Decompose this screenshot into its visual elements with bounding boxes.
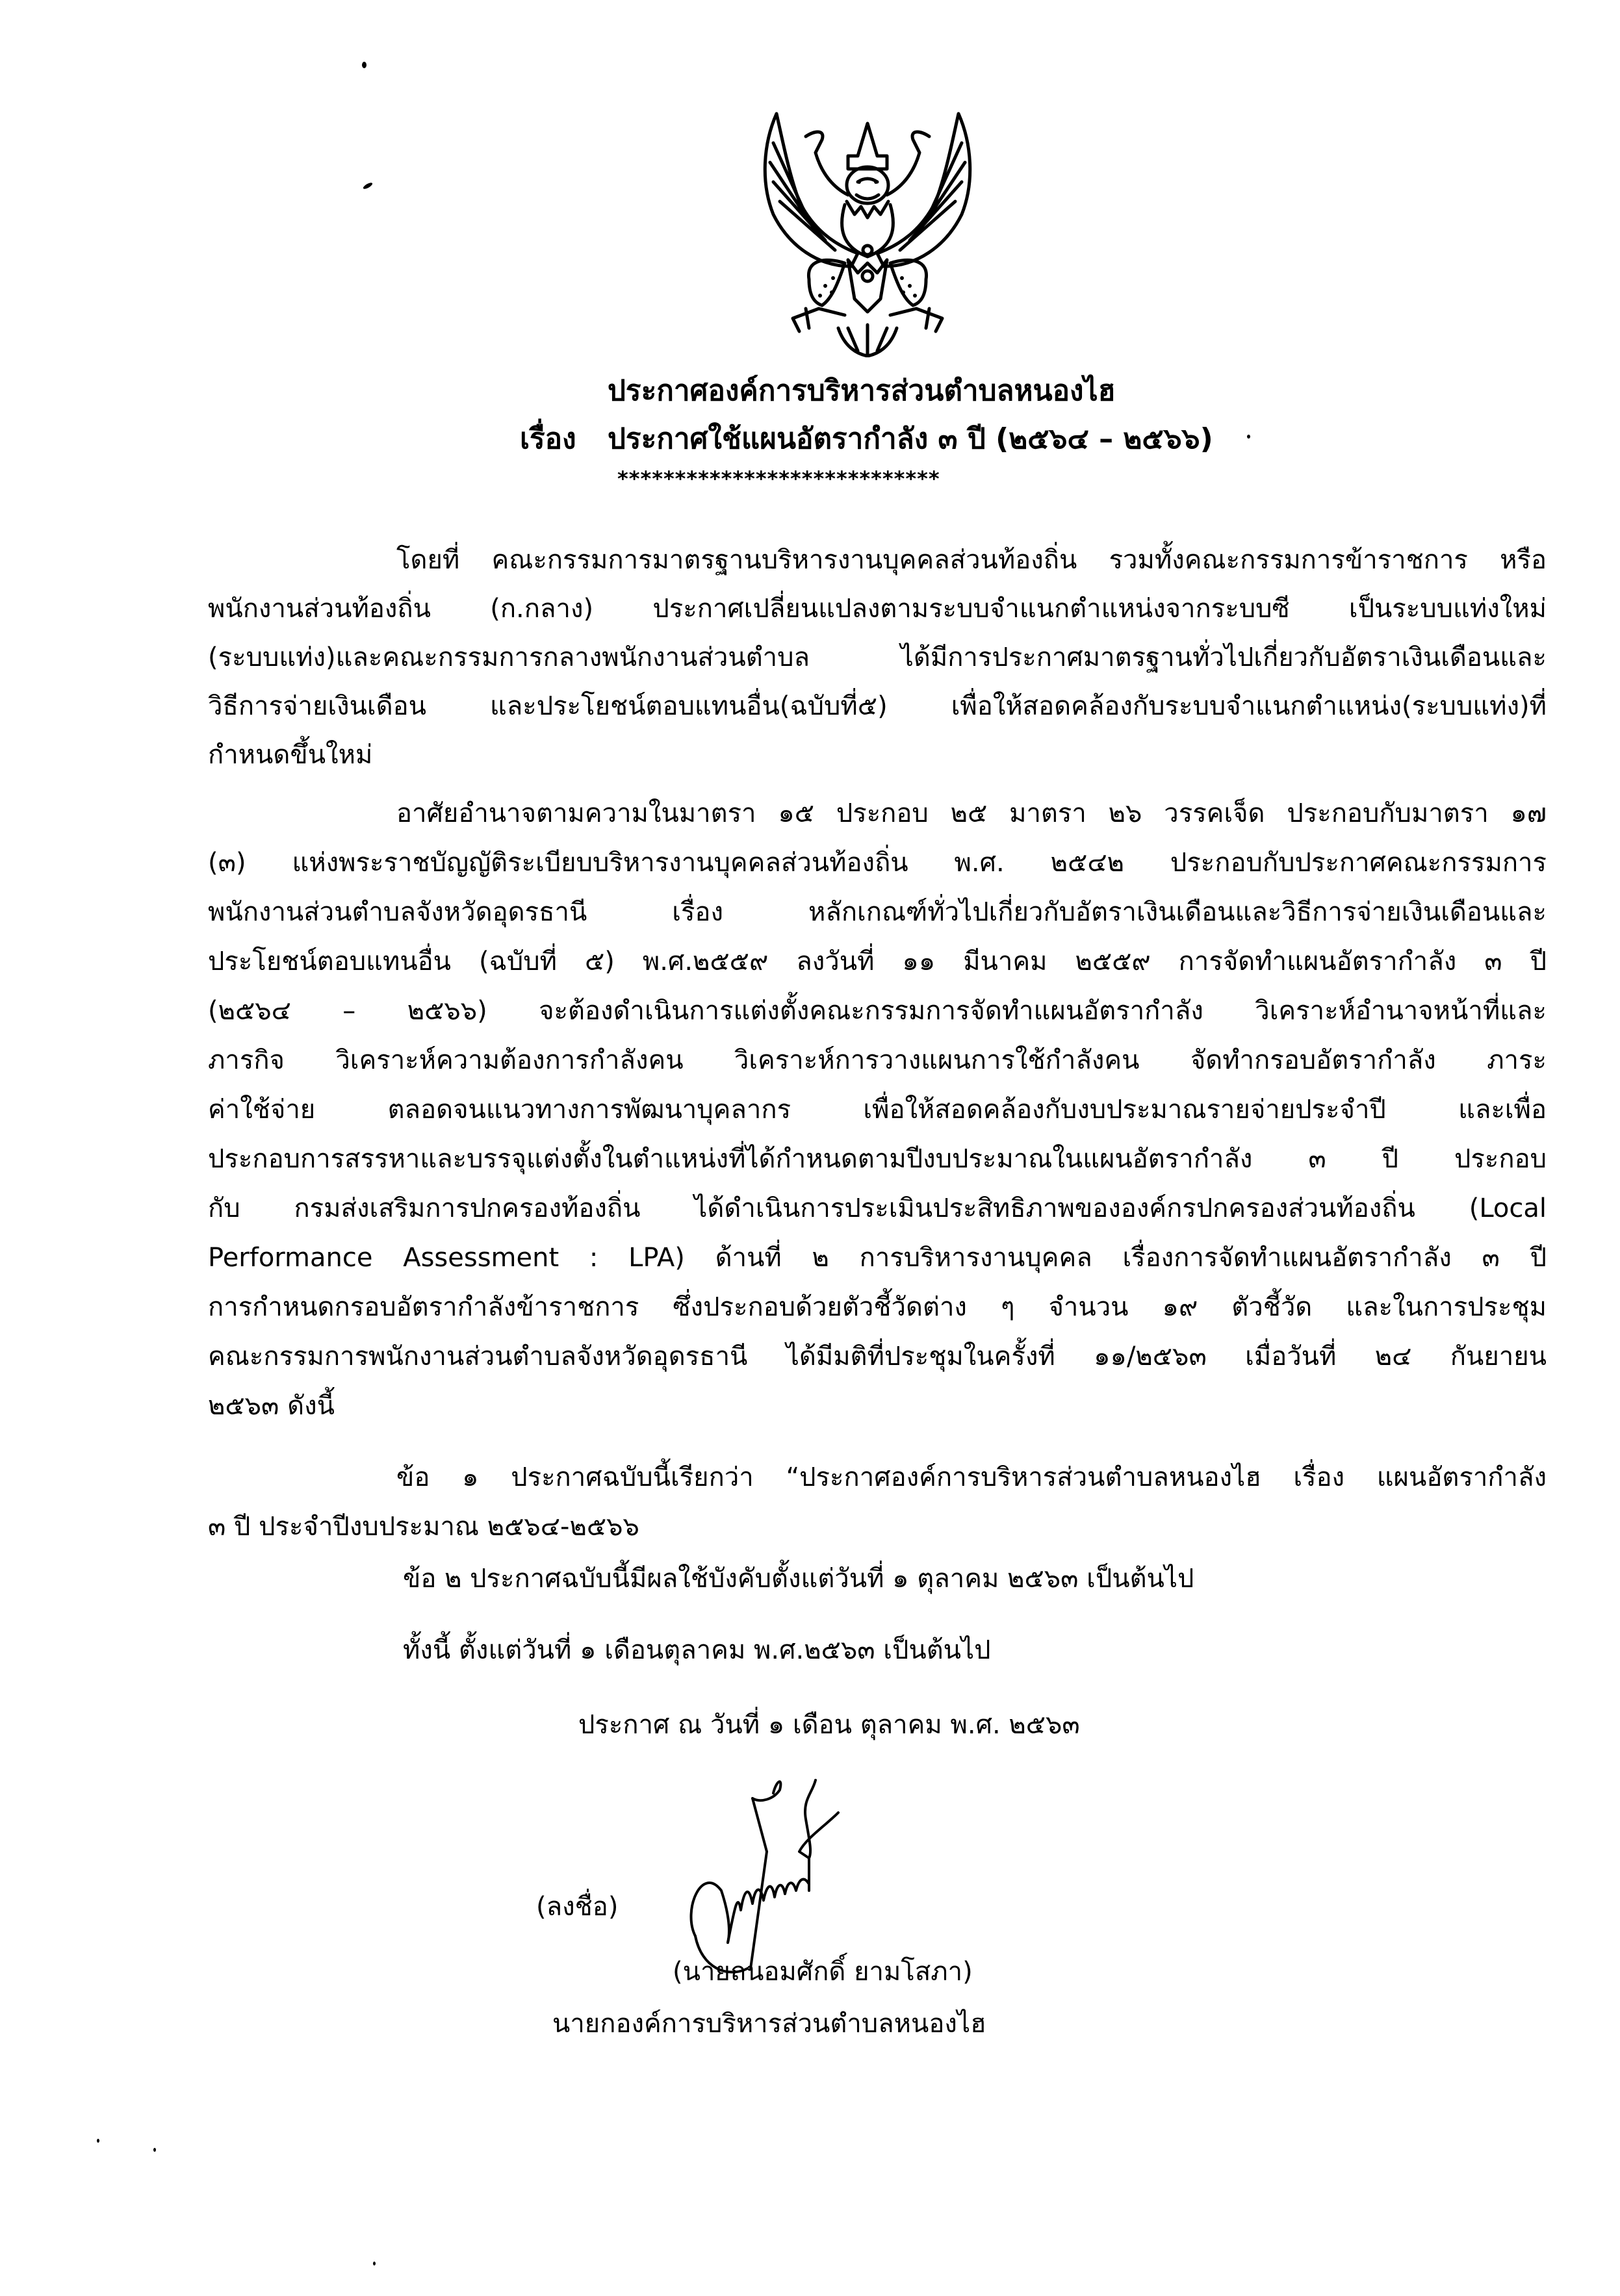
body-line: ประกอบการสรรหาและบรรจุแต่งตั้งในตำแหน่งที่ได้กำหนดตามปีงบประมาณในแผนอัตรากำลัง ๓ ปี ประกอบ xyxy=(208,1144,1547,1174)
body-line: Performance Assessment : LPA) ด้านที่ ๒ การบริหารงานบุคคล เรื่องการจัดทำแผนอัตรากำลัง ๓ ปี xyxy=(208,1243,1547,1273)
body-line: อาศัยอำนาจตามความในมาตรา ๑๕ ประกอบ ๒๕ มาตรา ๒๖ วรรคเจ็ด ประกอบกับมาตรา ๑๗ xyxy=(396,798,1547,828)
body-line: คณะกรรมการพนักงานส่วนตำบลจังหวัดอุดรธานี ได้มีมติที่ประชุมในครั้งที่ ๑๑/๒๕๖๓ เมื่อวันที่ ๒๔ กันยายน xyxy=(208,1342,1547,1371)
body-line: กับ กรมส่งเสริมการปกครองท้องถิ่น ได้ดำเนินการประเมินประสิทธิภาพขององค์กรปกครองส่วนท้องถิ่น (Local xyxy=(208,1193,1547,1223)
scan-speck xyxy=(362,62,366,68)
body-line: (๓) แห่งพระราชบัญญัติระเบียบบริหารงานบุคคลส่วนท้องถิ่น พ.ศ. ๒๕๔๒ ประกอบกับประกาศคณะกรรมการ xyxy=(208,848,1547,878)
signer-position: นายกองค์การบริหารส่วนตำบลหนองไฮ xyxy=(552,2009,986,2039)
body-line: ๒๕๖๓ ดังนี้ xyxy=(208,1391,335,1421)
signature-icon xyxy=(676,1754,890,1975)
effective-statement: ทั้งนี้ ตั้งแต่วันที่ ๑ เดือนตุลาคม พ.ศ.๒๕๖๓ เป็นต้นไป xyxy=(403,1635,991,1665)
garuda-emblem-icon xyxy=(760,104,975,357)
scan-speck xyxy=(97,2139,99,2143)
scan-speck xyxy=(153,2148,156,2152)
scan-speck xyxy=(373,2262,376,2265)
body-line: ประโยชน์ตอบแทนอื่น (ฉบับที่ ๕) พ.ศ.๒๕๕๙ ลงวันที่ ๑๑ มีนาคม ๒๕๕๙ การจัดทำแผนอัตรากำลัง ๓ ปี xyxy=(208,947,1547,976)
clause-1-continued: ๓ ปี ประจำปีงบประมาณ ๒๕๖๔-๒๕๖๖ xyxy=(208,1512,639,1542)
document-title: ประกาศองค์การบริหารส่วนตำบลหนองไฮ xyxy=(608,374,1116,407)
body-line: พนักงานส่วนตำบลจังหวัดอุดรธานี เรื่อง หลักเกณฑ์ทั่วไปเกี่ยวกับอัตราเงินเดือนและวิธีการจ่ายเงินเดือนและ xyxy=(208,897,1547,927)
body-line: (ระบบแท่ง)และคณะกรรมการกลางพนักงานส่วนตำบล ได้มีการประกาศมาตรฐานทั่วไปเกี่ยวกับอัตราเงินเดือนและ xyxy=(208,643,1547,672)
clause-1: ข้อ ๑ ประกาศฉบับนี้เรียกว่า “ประกาศองค์การบริหารส่วนตำบลหนองไฮ เรื่อง แผนอัตรากำลัง xyxy=(396,1462,1547,1492)
body-line: (๒๕๖๔ – ๒๕๖๖) จะต้องดำเนินการแต่งตั้งคณะกรรมการจัดทำแผนอัตรากำลัง วิเคราะห์อำนาจหน้าที่และ xyxy=(208,996,1547,1026)
body-line: ภารกิจ วิเคราะห์ความต้องการกำลังคน วิเคราะห์การวางแผนการใช้กำลังคน จัดทำกรอบอัตรากำลัง ภาระ xyxy=(208,1045,1547,1075)
signer-name: (นายถนอมศักดิ์ ยามโสภา) xyxy=(673,1957,973,1987)
signed-label: (ลงชื่อ) xyxy=(536,1892,619,1922)
subject-label: เรื่อง xyxy=(520,422,576,455)
scan-speck xyxy=(1247,435,1250,439)
scan-speck xyxy=(363,181,374,190)
title-separator: **************************** xyxy=(617,466,940,491)
body-line: ค่าใช้จ่าย ตลอดจนแนวทางการพัฒนาบุคลากร เพื่อให้สอดคล้องกับงบประมาณรายจ่ายประจำปี และเพื่อ xyxy=(208,1095,1547,1125)
clause-2: ข้อ ๒ ประกาศฉบับนี้มีผลใช้บังคับตั้งแต่วันที่ ๑ ตุลาคม ๒๕๖๓ เป็นต้นไป xyxy=(403,1564,1194,1594)
body-line: วิธีการจ่ายเงินเดือน และประโยชน์ตอบแทนอื่น(ฉบับที่๕) เพื่อให้สอดคล้องกับระบบจำแนกตำแหน่ง(ระบบแท่ง)ที่ xyxy=(208,691,1547,721)
body-line: การกำหนดกรอบอัตรากำลังข้าราชการ ซึ่งประกอบด้วยตัวชี้วัดต่าง ๆ จำนวน ๑๙ ตัวชี้วัด และในการประชุม xyxy=(208,1292,1547,1322)
document-subject: ประกาศใช้แผนอัตรากำลัง ๓ ปี (๒๕๖๔ – ๒๕๖๖) xyxy=(608,422,1213,455)
body-line: พนักงานส่วนท้องถิ่น (ก.กลาง) ประกาศเปลี่ยนแปลงตามระบบจำแนกตำแหน่งจากระบบซี เป็นระบบแท่งใหม่ xyxy=(208,594,1547,624)
body-line: กำหนดขึ้นใหม่ xyxy=(208,740,373,770)
body-line: โดยที่ คณะกรรมการมาตรฐานบริหารงานบุคคลส่วนท้องถิ่น รวมทั้งคณะกรรมการข้าราชการ หรือ xyxy=(396,545,1547,575)
announcement-date: ประกาศ ณ วันที่ ๑ เดือน ตุลาคม พ.ศ. ๒๕๖๓ xyxy=(578,1710,1080,1740)
